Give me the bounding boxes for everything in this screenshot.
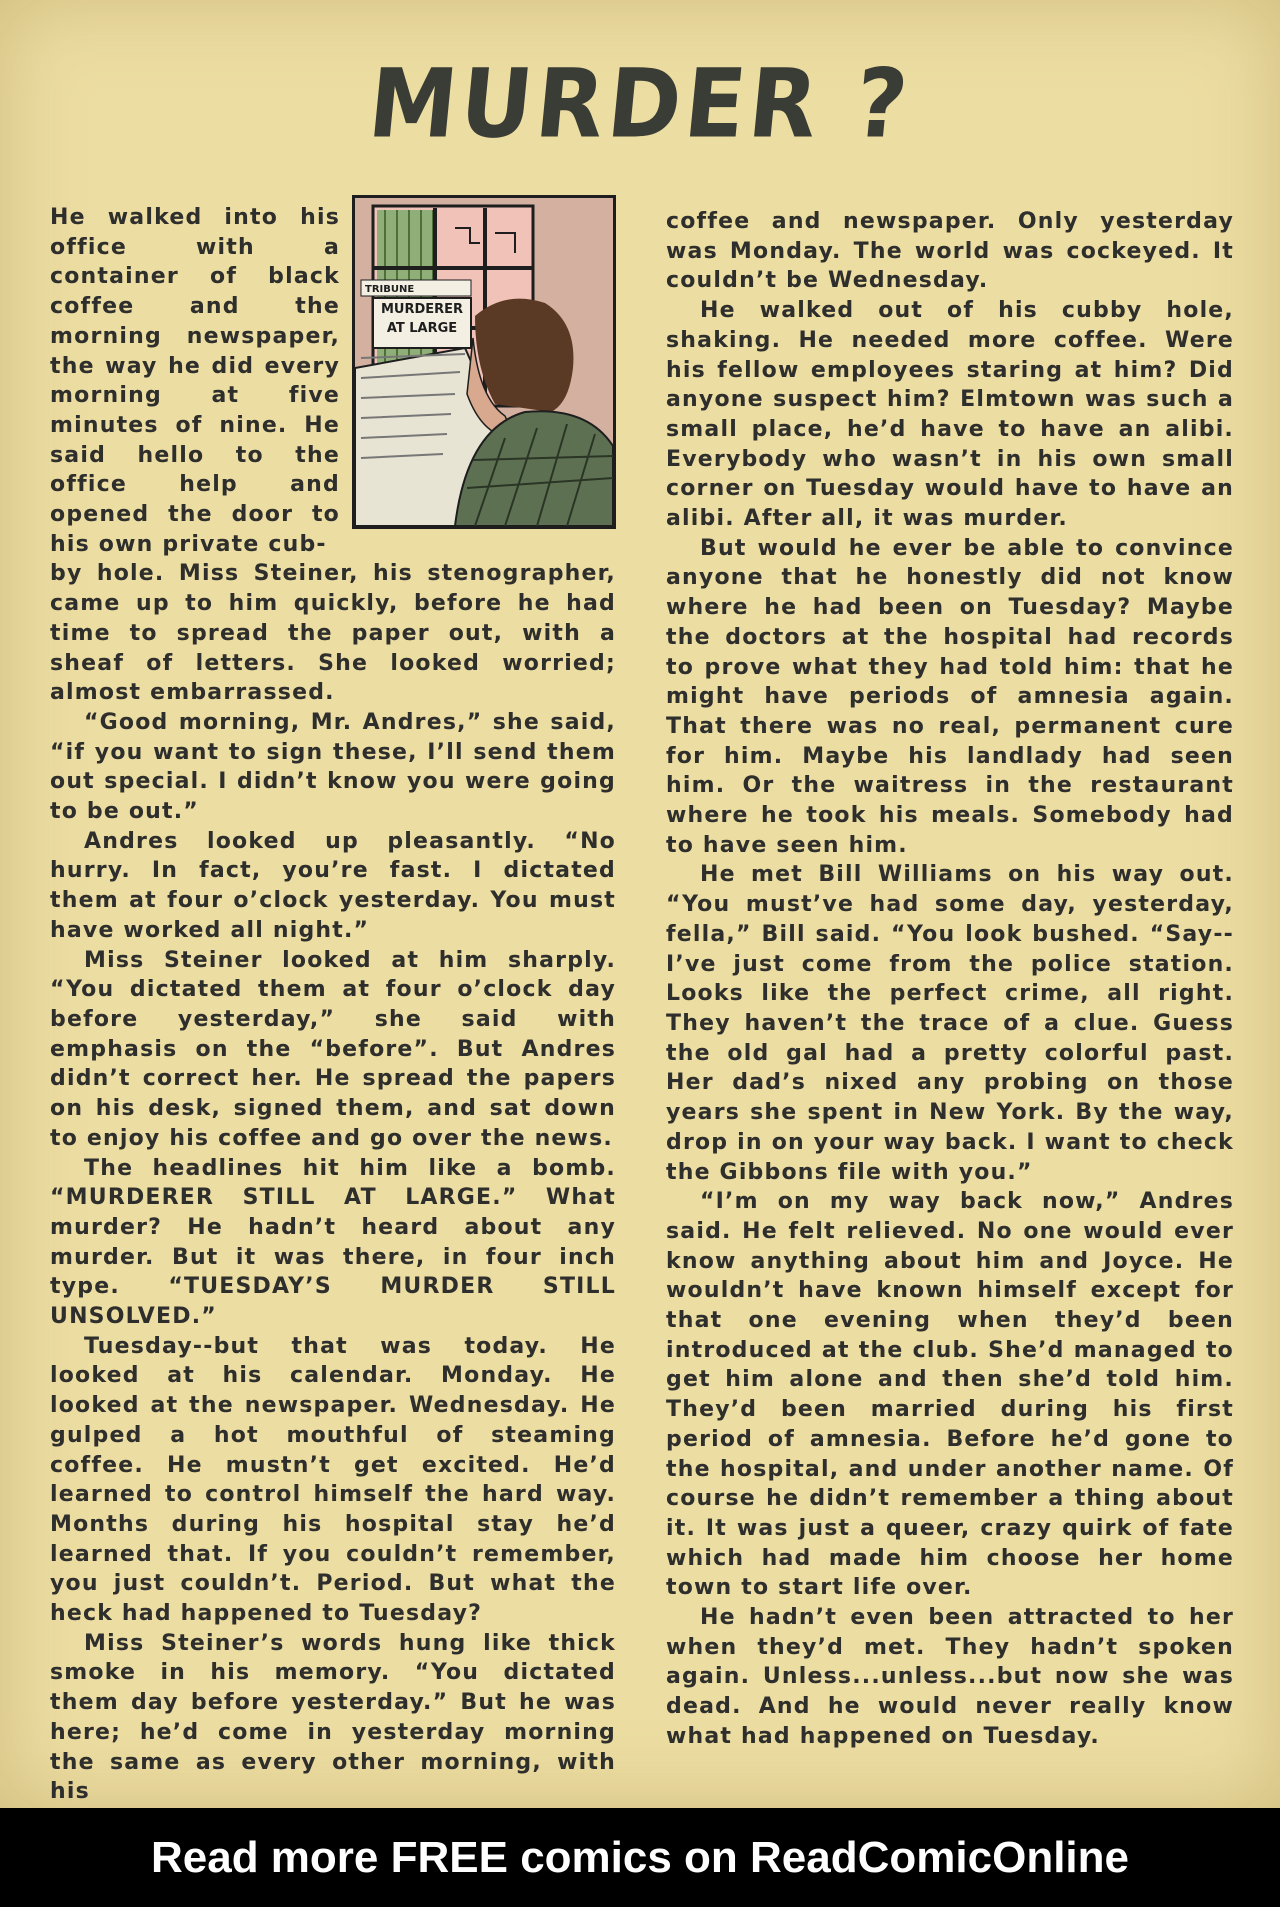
left-text-column bbox=[50, 203, 616, 1807]
story-paragraph: Andres looked up pleasantly. “No hurry. In fact, you’re fast. I dictated them at four o’clock yesterday. You must have worked all night.” bbox=[50, 828, 616, 943]
promo-footer-banner[interactable] bbox=[0, 1808, 1280, 1907]
story-paragraph: But would he ever be able to convince anyone that he honestly did not know where he had been on Tuesday? Maybe the doctors at the hospital had records to prove what they had told him: that he might have periods of amnesia again. That there was no real, permanent cure for him. Maybe his landlady had seen him. Or the waitress in the restaurant where he took his meals. Somebody had to have seen him. bbox=[666, 535, 1234, 858]
story-paragraph: Tuesday--but that was today. He looked at his calendar. Monday. He looked at the newspaper. Wednesday. He gulped a hot mouthful of steaming coffee. He mustn’t get excited. He’d learned to control himself the hard way. Months during his hospital stay he’d learned that. If you couldn’t remember, you just couldn’t. Period. But what the heck had happened to Tuesday? bbox=[50, 1333, 616, 1627]
story-paragraph: The headlines hit him like a bomb. “MURDERER STILL AT LARGE.” What murder? He hadn’t heard about any murder. But it was there, in four inch type. “TUESDAY’S MURDER STILL UNSOLVED.” bbox=[50, 1155, 616, 1330]
story-paragraph: Miss Steiner’s words hung like thick smoke in his memory. “You dictated them day before yesterday.” But he was here; he’d come in yesterday morning the same as every other morning, with his bbox=[50, 1630, 616, 1805]
story-paragraph: coffee and newspaper. Only yesterday was Monday. The world was cockeyed. It couldn’t be Wednesday. bbox=[666, 209, 1234, 294]
story-paragraph: by hole. Miss Steiner, his stenographer, came up to him quickly, before he had time to spread the paper out, with a sheaf of letters. She looked worried; almost embarrassed. bbox=[50, 561, 616, 706]
page-title: MURDER ? bbox=[363, 47, 917, 160]
story-paragraph: He hadn’t even been attracted to her when they’d met. They hadn’t spoken again. Unless...unless...but now she was dead. And he would never really know what had happened on Tuesday. bbox=[666, 1605, 1234, 1749]
newspaper-headline: MURDERER AT LARGE bbox=[380, 302, 464, 336]
promo-footer-text[interactable]: Read more FREE comics on ReadComicOnline bbox=[150, 1832, 1129, 1882]
newspaper-masthead: TRIBUNE bbox=[365, 284, 415, 295]
story-paragraph: “I’m on my way back now,” Andres said. He felt relieved. No one would ever know anything about him and Joyce. He wouldn’t have known himself except for that one evening when they’d been introduced at the club. She’d managed to get him alone and then she’d told him. They’d been married during his first period of amnesia. Before he’d gone to the hospital, and under another name. Of course he didn’t remember a thing about it. It was just a queer, crazy quirk of fate which had made him choose her home town to start life over. bbox=[666, 1189, 1234, 1601]
right-text-column bbox=[666, 207, 1234, 1752]
story-paragraph: Miss Steiner looked at him sharply. “You dictated them at four o’clock day before yesterday,” she said with emphasis on the “before”. But Andres didn’t correct her. He spread the papers on his desk, signed them, and sat down to enjoy his coffee and go over the news. bbox=[50, 947, 616, 1151]
story-paragraph: He walked into his office with a container of black coffee and the morning newspaper, the way he did every morning at five minutes of nine. He said hello to the office help and opened the door to his own private cub- bbox=[50, 205, 340, 557]
story-paragraph: He walked out of his cubby hole, shaking. He needed more coffee. Were his fellow employees staring at him? Did anyone suspect him? Elmtown was such a small place, he’d have to have an alibi. Everybody who wasn’t in his own small corner on Tuesday would have to have an alibi. After all, it was murder. bbox=[666, 298, 1234, 532]
story-paragraph: “Good morning, Mr. Andres,” she said, “if you want to sign these, I’ll send them out special. I didn’t know you were going to be out.” bbox=[50, 709, 616, 825]
story-paragraph: He met Bill Williams on his way out. “You must’ve had some day, yesterday, fella,” Bill said. “You look bushed. “Say--I’ve just come from the police station. Looks like the perfect crime, all right. They haven’t the trace of a clue. Guess the old gal had a pretty colorful past. Her dad’s nixed any probing on those years she spent in New York. By the way, drop in on your way back. I want to check the Gibbons file with you.” bbox=[666, 862, 1234, 1185]
